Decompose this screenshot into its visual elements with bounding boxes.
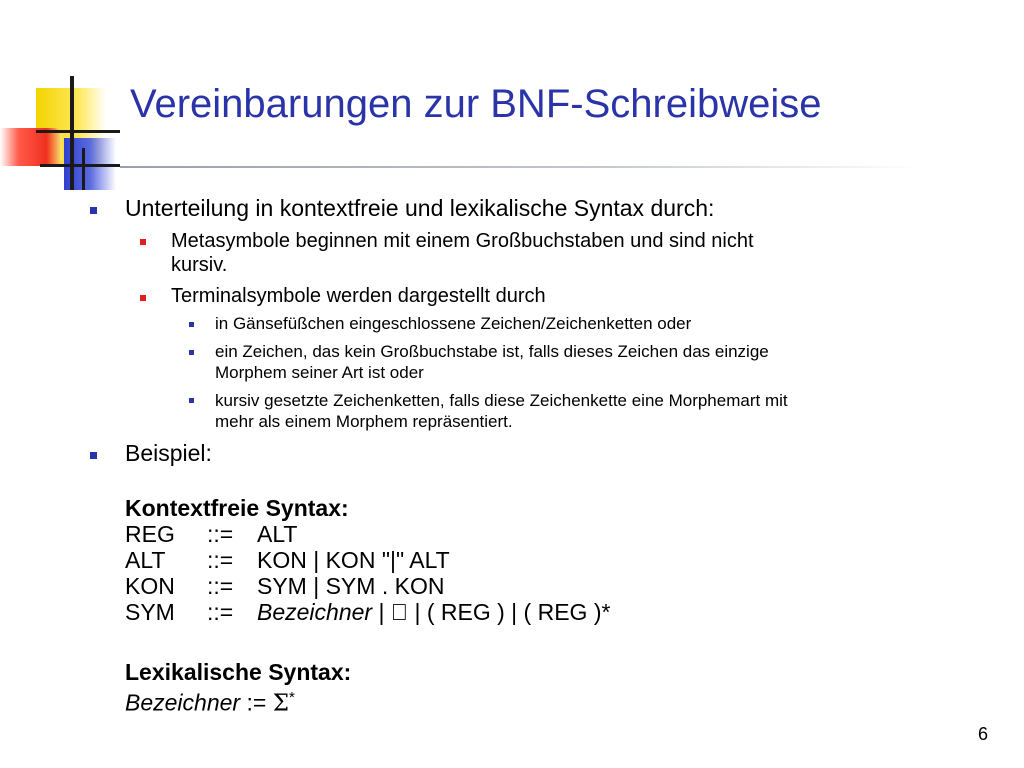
rule-rhs: |   | ( REG ) | ( REG )* [372, 599, 611, 625]
bullet-level2-icon [140, 239, 146, 245]
bullet-level1-icon [90, 452, 97, 459]
grammar-rule [125, 521, 297, 547]
kleene-star: * [288, 689, 295, 706]
bullet-text-line: kursiv. [171, 254, 228, 276]
bullet-level1-icon [90, 207, 97, 214]
grammar-rule [125, 573, 444, 599]
bullet-level3-icon [189, 322, 194, 327]
rule-lhs: REG [125, 521, 175, 547]
rule-lhs: SYM [125, 599, 175, 625]
bullet-text-level3 [215, 390, 995, 432]
logo-horizontal-line [36, 130, 120, 133]
bullet-text-level1: Unterteilung in kontextfreie und lexikalische Syntax durch: [125, 195, 715, 221]
lexical-rule-operator: := [240, 689, 273, 716]
bullet-level2-icon [140, 295, 146, 301]
bullet-text-level2 [171, 229, 941, 277]
rule-operator: ::= [207, 599, 234, 625]
lexical-rule [125, 685, 295, 717]
rule-operator: ::= [207, 573, 234, 599]
bullet-text-level2: Terminalsymbole werden dargestellt durch [171, 285, 546, 307]
bullet-text-line: mehr als einem Morphem repräsentiert. [215, 412, 513, 431]
rule-rhs: ALT [257, 521, 298, 547]
bullet-text-line: Morphem seiner Art ist oder [215, 363, 424, 382]
rule-rhs: KON | KON "|" ALT [257, 547, 450, 573]
slide-title: Vereinbarungen zur BNF-Schreibweise [130, 82, 822, 126]
bullet-text-line: Metasymbole beginnen mit einem Großbuchstaben und sind nicht [171, 230, 754, 252]
lexikalische-syntax-heading: Lexikalische Syntax: [125, 659, 352, 685]
bullet-level3-icon [189, 398, 194, 403]
bullet-text-line: kursiv gesetzte Zeichenketten, falls diese Zeichenkette eine Morphemart mit [215, 391, 788, 410]
bullet-text-level3 [215, 341, 995, 383]
grammar-rule [125, 599, 610, 625]
logo-vertical-line [82, 148, 85, 190]
rule-operator: ::= [207, 521, 234, 547]
bullet-text-level1: Beispiel: [125, 440, 212, 466]
page-number: 6 [978, 724, 989, 744]
rule-lhs: ALT [125, 547, 166, 573]
bullet-text-level3: in Gänsefüßchen eingeschlossene Zeichen/Zeichenketten oder [215, 314, 692, 333]
rule-rhs: SYM | SYM . KON [257, 573, 445, 599]
rule-rhs-italic: Bezeichner [257, 599, 373, 625]
logo-vertical-line [70, 76, 74, 190]
kontextfreie-syntax-heading: Kontextfreie Syntax: [125, 495, 349, 521]
bullet-text-line: ein Zeichen, das kein Großbuchstabe ist, falls dieses Zeichen das einzige [215, 342, 769, 361]
logo-red-block [0, 128, 62, 166]
title-underline [120, 166, 920, 168]
rule-lhs: KON [125, 573, 175, 599]
sigma-symbol: Σ [272, 690, 289, 717]
logo-horizontal-line [40, 164, 120, 167]
bullet-level3-icon [189, 350, 194, 355]
lexical-rule-lhs: Bezeichner [125, 689, 241, 716]
grammar-rule [125, 547, 450, 573]
rule-operator: ::= [207, 547, 234, 573]
